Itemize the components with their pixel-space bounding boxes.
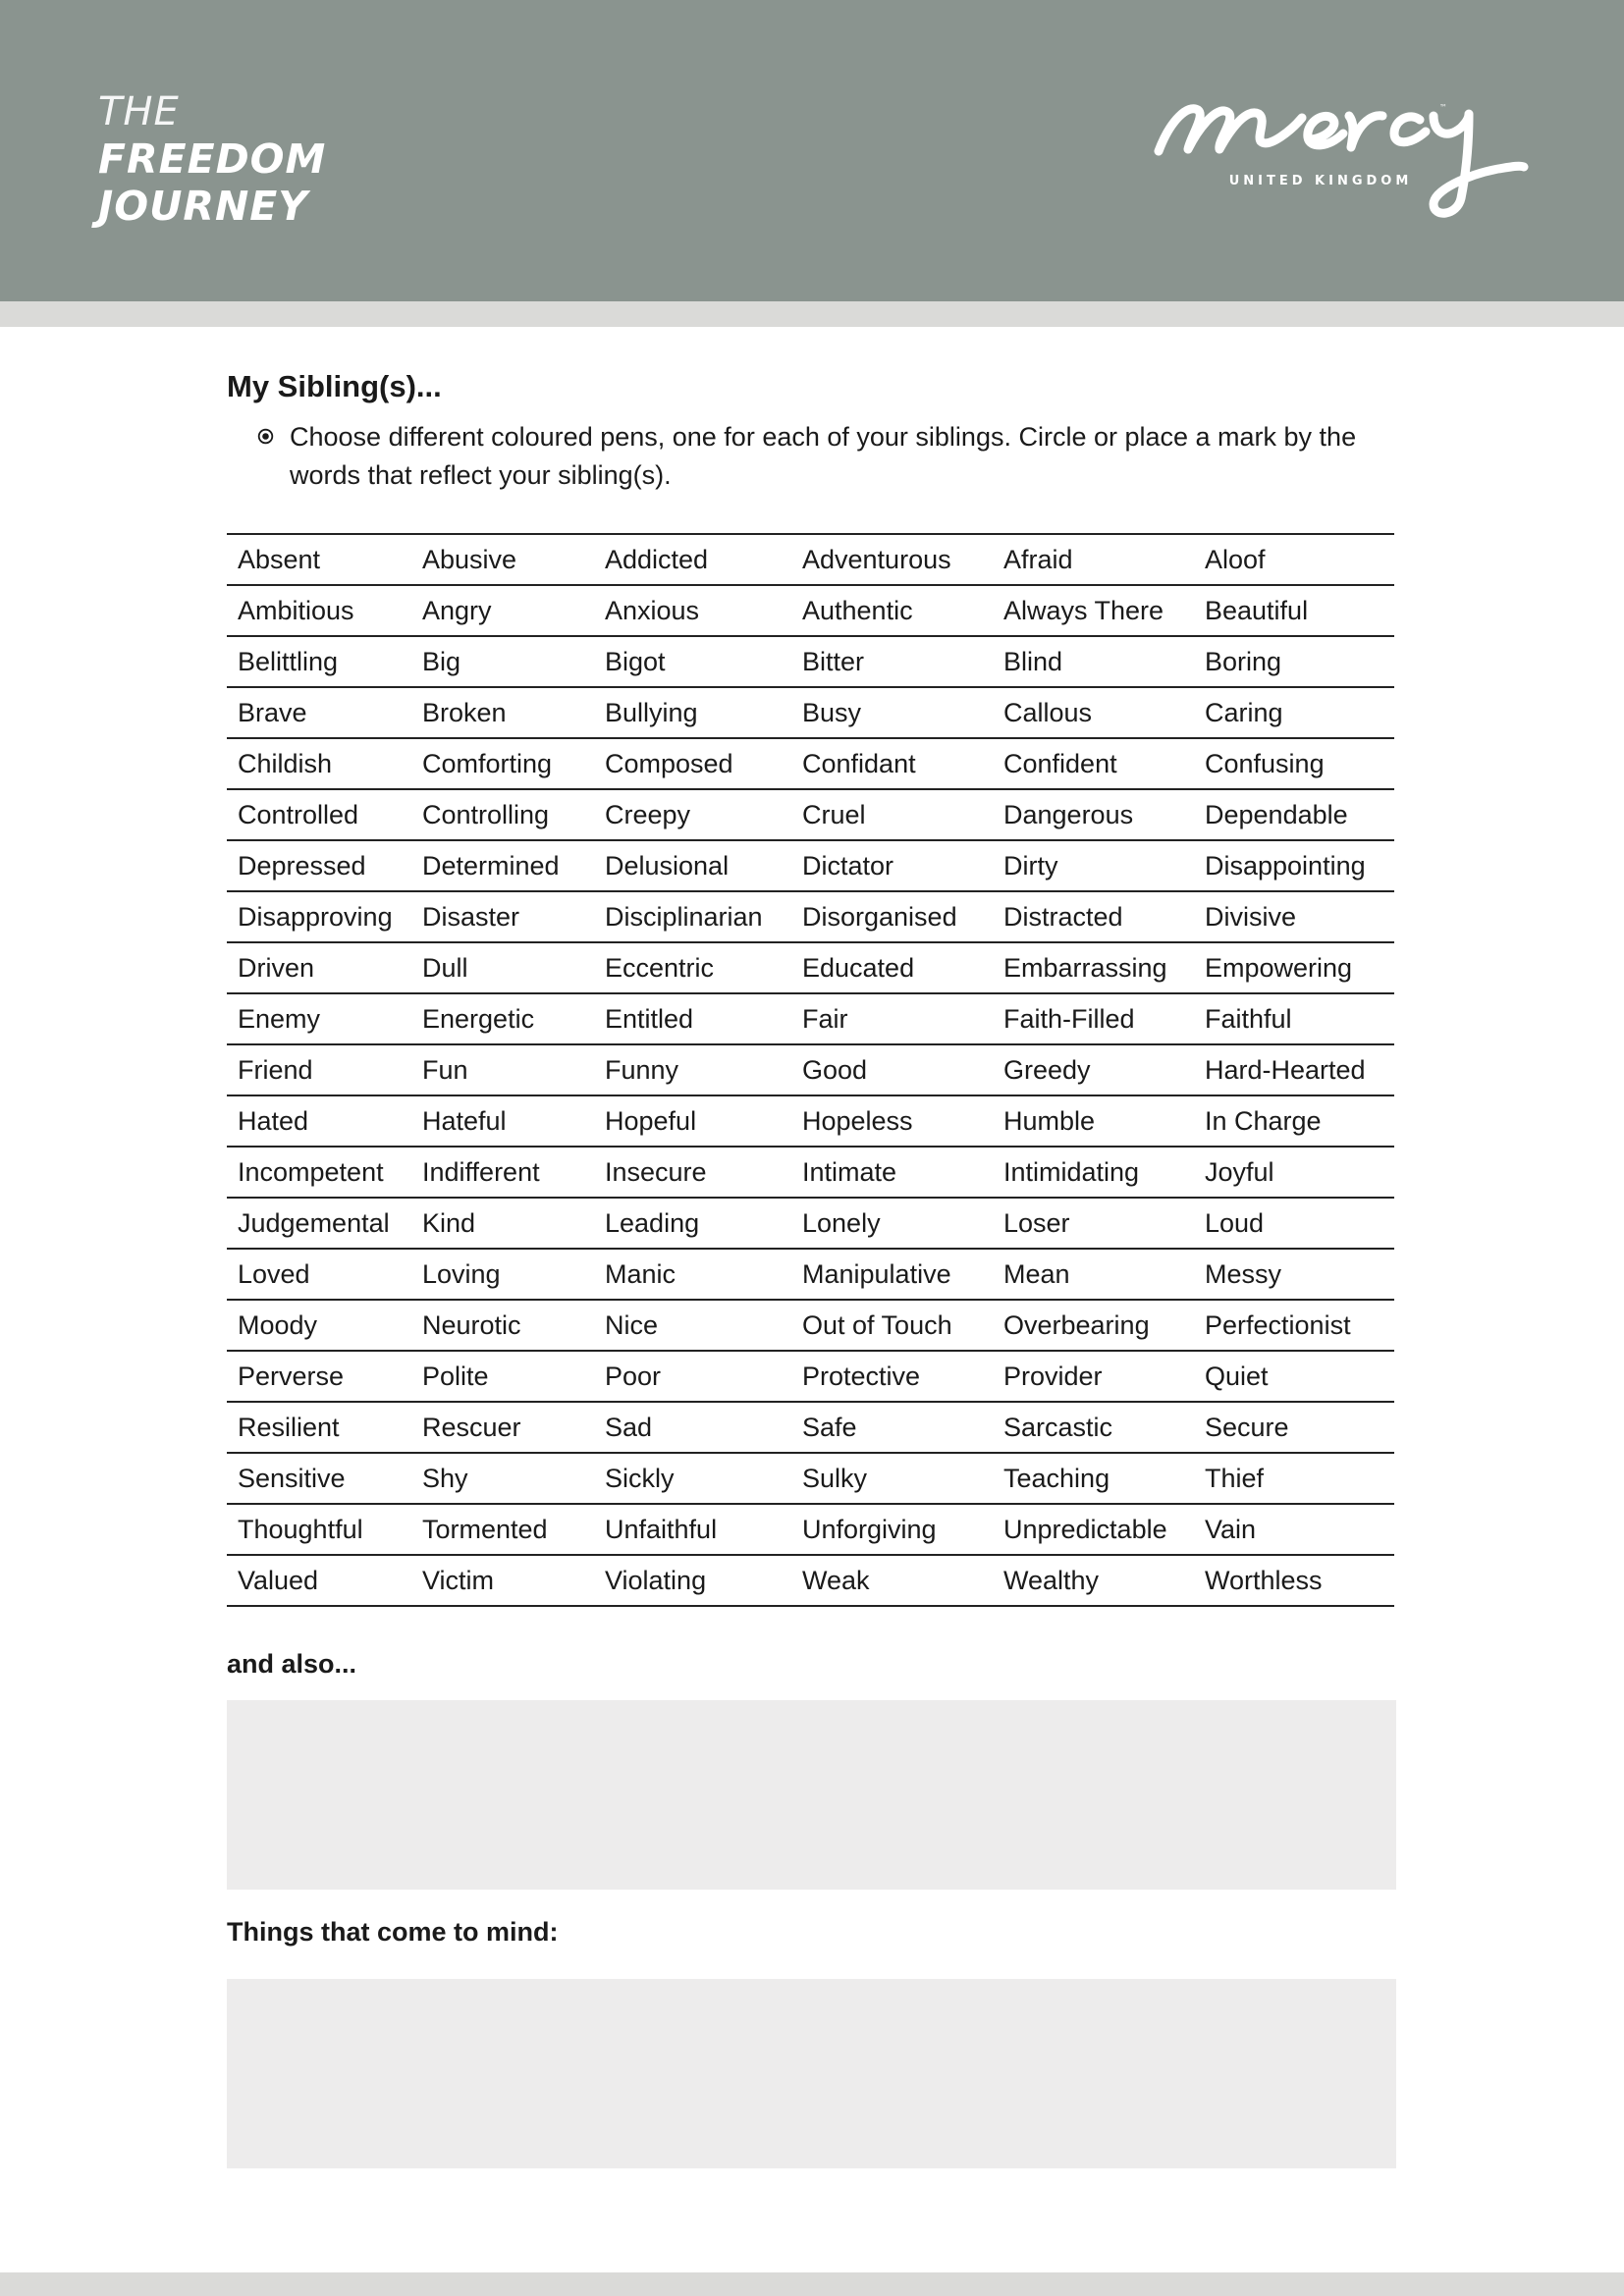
word-cell[interactable]: Rescuer: [411, 1402, 594, 1453]
word-cell[interactable]: Afraid: [993, 534, 1194, 585]
word-cell[interactable]: Perverse: [227, 1351, 411, 1402]
word-cell[interactable]: Confident: [993, 738, 1194, 789]
word-cell[interactable]: Leading: [594, 1198, 791, 1249]
word-cell[interactable]: Sulky: [791, 1453, 993, 1504]
word-cell[interactable]: Unforgiving: [791, 1504, 993, 1555]
word-cell[interactable]: Disapproving: [227, 891, 411, 942]
word-cell[interactable]: Hateful: [411, 1095, 594, 1147]
word-cell[interactable]: Out of Touch: [791, 1300, 993, 1351]
word-cell[interactable]: Manipulative: [791, 1249, 993, 1300]
word-cell[interactable]: Disaster: [411, 891, 594, 942]
word-cell[interactable]: Fun: [411, 1044, 594, 1095]
word-row: [227, 1351, 1394, 1402]
word-cell[interactable]: Shy: [411, 1453, 594, 1504]
word-cell[interactable]: Enemy: [227, 993, 411, 1044]
word-cell[interactable]: Sarcastic: [993, 1402, 1194, 1453]
word-cell[interactable]: Faith-Filled: [993, 993, 1194, 1044]
word-row: [227, 1249, 1394, 1300]
things-to-mind-box[interactable]: [227, 1979, 1396, 2168]
word-cell[interactable]: Beautiful: [1194, 585, 1394, 636]
word-cell[interactable]: Greedy: [993, 1044, 1194, 1095]
word-cell[interactable]: Energetic: [411, 993, 594, 1044]
logo-tm: ™: [1439, 103, 1447, 112]
page-title: My Sibling(s)...: [227, 369, 442, 403]
word-cell[interactable]: Depressed: [227, 840, 411, 891]
logo-tagline: UNITED KINGDOM: [1228, 174, 1413, 188]
word-cell[interactable]: Delusional: [594, 840, 791, 891]
word-cell[interactable]: Dirty: [993, 840, 1194, 891]
word-cell[interactable]: Big: [411, 636, 594, 687]
word-row: [227, 1555, 1394, 1606]
word-cell[interactable]: Dependable: [1194, 789, 1394, 840]
word-cell[interactable]: Lonely: [791, 1198, 993, 1249]
word-cell[interactable]: Thief: [1194, 1453, 1394, 1504]
word-cell[interactable]: Fair: [791, 993, 993, 1044]
word-row: [227, 585, 1394, 636]
word-cell[interactable]: Vain: [1194, 1504, 1394, 1555]
word-row: [227, 891, 1394, 942]
word-cell[interactable]: Embarrassing: [993, 942, 1194, 993]
word-row: [227, 1504, 1394, 1555]
word-cell[interactable]: Valued: [227, 1555, 411, 1606]
word-cell[interactable]: Kind: [411, 1198, 594, 1249]
instruction-text: Choose different coloured pens, one for each of your siblings. Circle or place a mark by the words that reflect your sibling(s).: [290, 422, 1357, 490]
word-table: [227, 533, 1394, 1607]
word-cell[interactable]: Secure: [1194, 1402, 1394, 1453]
word-cell[interactable]: Sad: [594, 1402, 791, 1453]
brand-the: THE: [98, 89, 180, 134]
word-cell[interactable]: Driven: [227, 942, 411, 993]
word-cell[interactable]: Neurotic: [411, 1300, 594, 1351]
word-cell[interactable]: Dangerous: [993, 789, 1194, 840]
word-cell[interactable]: Addicted: [594, 534, 791, 585]
word-cell[interactable]: Bullying: [594, 687, 791, 738]
word-row: [227, 1198, 1394, 1249]
brand-freedom: FREEDOM: [98, 135, 327, 183]
word-cell[interactable]: Belittling: [227, 636, 411, 687]
word-row: [227, 1402, 1394, 1453]
word-cell[interactable]: Empowering: [1194, 942, 1394, 993]
word-row: [227, 840, 1394, 891]
word-cell[interactable]: Controlling: [411, 789, 594, 840]
word-cell[interactable]: Cruel: [791, 789, 993, 840]
word-cell[interactable]: Eccentric: [594, 942, 791, 993]
word-cell[interactable]: Thoughtful: [227, 1504, 411, 1555]
word-cell[interactable]: Poor: [594, 1351, 791, 1402]
word-cell[interactable]: Childish: [227, 738, 411, 789]
word-cell[interactable]: Loud: [1194, 1198, 1394, 1249]
word-cell[interactable]: Controlled: [227, 789, 411, 840]
word-cell[interactable]: Violating: [594, 1555, 791, 1606]
word-cell[interactable]: Messy: [1194, 1249, 1394, 1300]
word-cell[interactable]: Loser: [993, 1198, 1194, 1249]
word-cell[interactable]: Moody: [227, 1300, 411, 1351]
word-cell[interactable]: Educated: [791, 942, 993, 993]
bullet-icon: [257, 428, 274, 445]
word-cell[interactable]: Friend: [227, 1044, 411, 1095]
word-cell[interactable]: Hopeless: [791, 1095, 993, 1147]
brand-journey: JOURNEY: [98, 183, 308, 230]
word-cell[interactable]: Protective: [791, 1351, 993, 1402]
word-cell[interactable]: Anxious: [594, 585, 791, 636]
header-strip: [0, 301, 1624, 327]
word-row: [227, 1300, 1394, 1351]
word-cell[interactable]: Bitter: [791, 636, 993, 687]
word-cell[interactable]: Indifferent: [411, 1147, 594, 1198]
word-cell[interactable]: Divisive: [1194, 891, 1394, 942]
word-cell[interactable]: Loving: [411, 1249, 594, 1300]
word-cell[interactable]: Unpredictable: [993, 1504, 1194, 1555]
word-cell[interactable]: Hopeful: [594, 1095, 791, 1147]
word-cell[interactable]: Bigot: [594, 636, 791, 687]
word-cell[interactable]: Blind: [993, 636, 1194, 687]
word-cell[interactable]: Wealthy: [993, 1555, 1194, 1606]
things-to-mind-heading: Things that come to mind:: [227, 1917, 559, 1947]
word-cell[interactable]: Ambitious: [227, 585, 411, 636]
word-cell[interactable]: Mean: [993, 1249, 1194, 1300]
word-cell[interactable]: Good: [791, 1044, 993, 1095]
word-cell[interactable]: Loved: [227, 1249, 411, 1300]
word-cell[interactable]: Brave: [227, 687, 411, 738]
word-cell[interactable]: Nice: [594, 1300, 791, 1351]
word-cell[interactable]: Confusing: [1194, 738, 1394, 789]
word-cell[interactable]: Provider: [993, 1351, 1194, 1402]
word-cell[interactable]: Perfectionist: [1194, 1300, 1394, 1351]
word-cell[interactable]: Resilient: [227, 1402, 411, 1453]
word-cell[interactable]: Authentic: [791, 585, 993, 636]
word-cell[interactable]: Dull: [411, 942, 594, 993]
word-cell[interactable]: Disappointing: [1194, 840, 1394, 891]
word-row: [227, 1044, 1394, 1095]
word-row: [227, 1453, 1394, 1504]
word-row: [227, 789, 1394, 840]
word-cell[interactable]: Boring: [1194, 636, 1394, 687]
word-cell[interactable]: Aloof: [1194, 534, 1394, 585]
word-cell[interactable]: Polite: [411, 1351, 594, 1402]
word-cell[interactable]: Incompetent: [227, 1147, 411, 1198]
word-row: [227, 687, 1394, 738]
freedom-journey-logo: [98, 89, 327, 230]
mercy-uk-logo: [1149, 90, 1532, 238]
word-cell[interactable]: Insecure: [594, 1147, 791, 1198]
word-cell[interactable]: Overbearing: [993, 1300, 1194, 1351]
word-cell[interactable]: Absent: [227, 534, 411, 585]
word-cell[interactable]: Teaching: [993, 1453, 1194, 1504]
word-cell[interactable]: Tormented: [411, 1504, 594, 1555]
and-also-box[interactable]: [227, 1700, 1396, 1890]
word-row: [227, 993, 1394, 1044]
word-cell[interactable]: Entitled: [594, 993, 791, 1044]
word-cell[interactable]: Composed: [594, 738, 791, 789]
word-cell[interactable]: Disorganised: [791, 891, 993, 942]
word-cell[interactable]: Judgemental: [227, 1198, 411, 1249]
word-cell[interactable]: Victim: [411, 1555, 594, 1606]
word-row: [227, 1147, 1394, 1198]
word-cell[interactable]: Disciplinarian: [594, 891, 791, 942]
word-cell[interactable]: Weak: [791, 1555, 993, 1606]
word-cell[interactable]: Determined: [411, 840, 594, 891]
word-cell[interactable]: Worthless: [1194, 1555, 1394, 1606]
word-row: [227, 738, 1394, 789]
word-cell[interactable]: Broken: [411, 687, 594, 738]
word-cell[interactable]: Distracted: [993, 891, 1194, 942]
word-cell[interactable]: Creepy: [594, 789, 791, 840]
word-cell[interactable]: Manic: [594, 1249, 791, 1300]
word-row: [227, 636, 1394, 687]
word-cell[interactable]: Hard-Hearted: [1194, 1044, 1394, 1095]
word-cell[interactable]: In Charge: [1194, 1095, 1394, 1147]
instruction: [257, 418, 1396, 495]
word-row: [227, 1095, 1394, 1147]
word-cell[interactable]: Intimate: [791, 1147, 993, 1198]
word-cell[interactable]: Joyful: [1194, 1147, 1394, 1198]
word-cell[interactable]: Funny: [594, 1044, 791, 1095]
word-cell[interactable]: Safe: [791, 1402, 993, 1453]
word-cell[interactable]: Confidant: [791, 738, 993, 789]
word-cell[interactable]: Adventurous: [791, 534, 993, 585]
word-cell[interactable]: Dictator: [791, 840, 993, 891]
word-cell[interactable]: Unfaithful: [594, 1504, 791, 1555]
word-cell[interactable]: Callous: [993, 687, 1194, 738]
word-cell[interactable]: Faithful: [1194, 993, 1394, 1044]
word-cell[interactable]: Comforting: [411, 738, 594, 789]
word-cell[interactable]: Always There: [993, 585, 1194, 636]
word-cell[interactable]: Sickly: [594, 1453, 791, 1504]
word-cell[interactable]: Quiet: [1194, 1351, 1394, 1402]
and-also-heading: and also...: [227, 1649, 357, 1679]
word-cell[interactable]: Abusive: [411, 534, 594, 585]
word-cell[interactable]: Sensitive: [227, 1453, 411, 1504]
word-cell[interactable]: Humble: [993, 1095, 1194, 1147]
word-cell[interactable]: Intimidating: [993, 1147, 1194, 1198]
word-cell[interactable]: Hated: [227, 1095, 411, 1147]
word-cell[interactable]: Angry: [411, 585, 594, 636]
word-cell[interactable]: Busy: [791, 687, 993, 738]
footer-strip: [0, 2272, 1624, 2296]
word-cell[interactable]: Caring: [1194, 687, 1394, 738]
word-row: [227, 534, 1394, 585]
word-row: [227, 942, 1394, 993]
